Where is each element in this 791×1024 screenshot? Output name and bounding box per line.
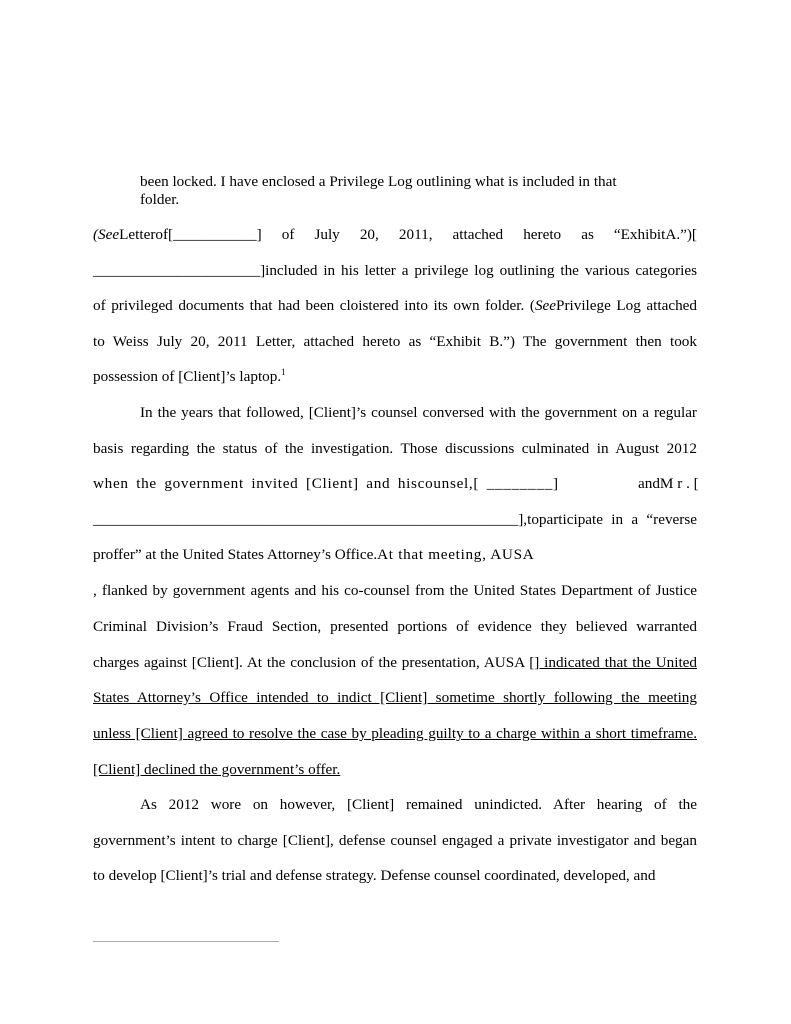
paragraph-line: ________________________________________________________],toparticipate in a “reverse [93,511,697,528]
paragraph-line [93,297,697,315]
paragraph-text: of privileged documents that had been cloistered into its own folder. ( [93,297,535,314]
paragraph-text: Letterof[___________] of July 20, 2011, attached hereto as “ExhibitA.”)[ [119,226,697,243]
paragraph-line: Criminal Division’s Fraud Section, presented portions of evidence they believed warranted [93,618,697,635]
see-signal: (See [93,226,120,243]
footnote-separator [93,941,279,942]
paragraph-text: At that meeting, AUSA [377,546,535,563]
paragraph-line: , flanked by government agents and his co-counsel from the United States Department of Justice [93,582,697,599]
footnote-reference[interactable]: 1 [281,366,286,377]
paragraph-line: basis regarding the status of the investigation. Those discussions culminated in August 2012 [93,440,697,457]
paragraph-line [93,654,697,672]
paragraph-text: proffer” at the United States Attorney’s Office. [93,546,378,563]
underlined-text: [] indicated that the United [529,654,697,671]
paragraph-text: Privilege Log attached [556,297,698,314]
paragraph-text: when the government invited [Client] and hiscounsel,[ ________] [93,475,559,492]
paragraph-line [93,475,697,493]
underlined-line: unless [Client] agreed to resolve the case by pleading guilty to a charge within a short timeframe. [93,725,697,742]
block-quote-line: folder. [140,191,180,208]
paragraph-line: In the years that followed, [Client]’s counsel conversed with the government on a regular [140,404,697,421]
paragraph-text: possession of [Client]’s laptop. [93,368,282,385]
paragraph-line: ______________________]included in his letter a privilege log outlining the various categories [93,262,697,279]
block-quote-line: been locked. I have enclosed a Privilege Log outlining what is included in that [140,173,617,190]
paragraph-line [93,546,534,564]
see-signal: See [534,297,557,314]
underlined-line: [Client] declined the government’s offer. [93,761,341,778]
paragraph-line: to Weiss July 20, 2011 Letter, attached hereto as “Exhibit B.”) The government then took [93,333,697,350]
paragraph-line: government’s intent to charge [Client], defense counsel engaged a private investigator and began [93,832,697,849]
paragraph-line: As 2012 wore on however, [Client] remained unindicted. After hearing of the [140,796,697,813]
paragraph-line [93,368,286,386]
paragraph-text: andM r . [ [638,475,699,492]
paragraph-text: charges against [Client]. At the conclusion of the presentation, AUSA [93,654,530,671]
paragraph-line [93,226,697,244]
underlined-line: States Attorney’s Office intended to indict [Client] sometime shortly following the meeting [93,689,697,706]
paragraph-line: to develop [Client]’s trial and defense strategy. Defense counsel coordinated, developed, and [93,867,656,884]
